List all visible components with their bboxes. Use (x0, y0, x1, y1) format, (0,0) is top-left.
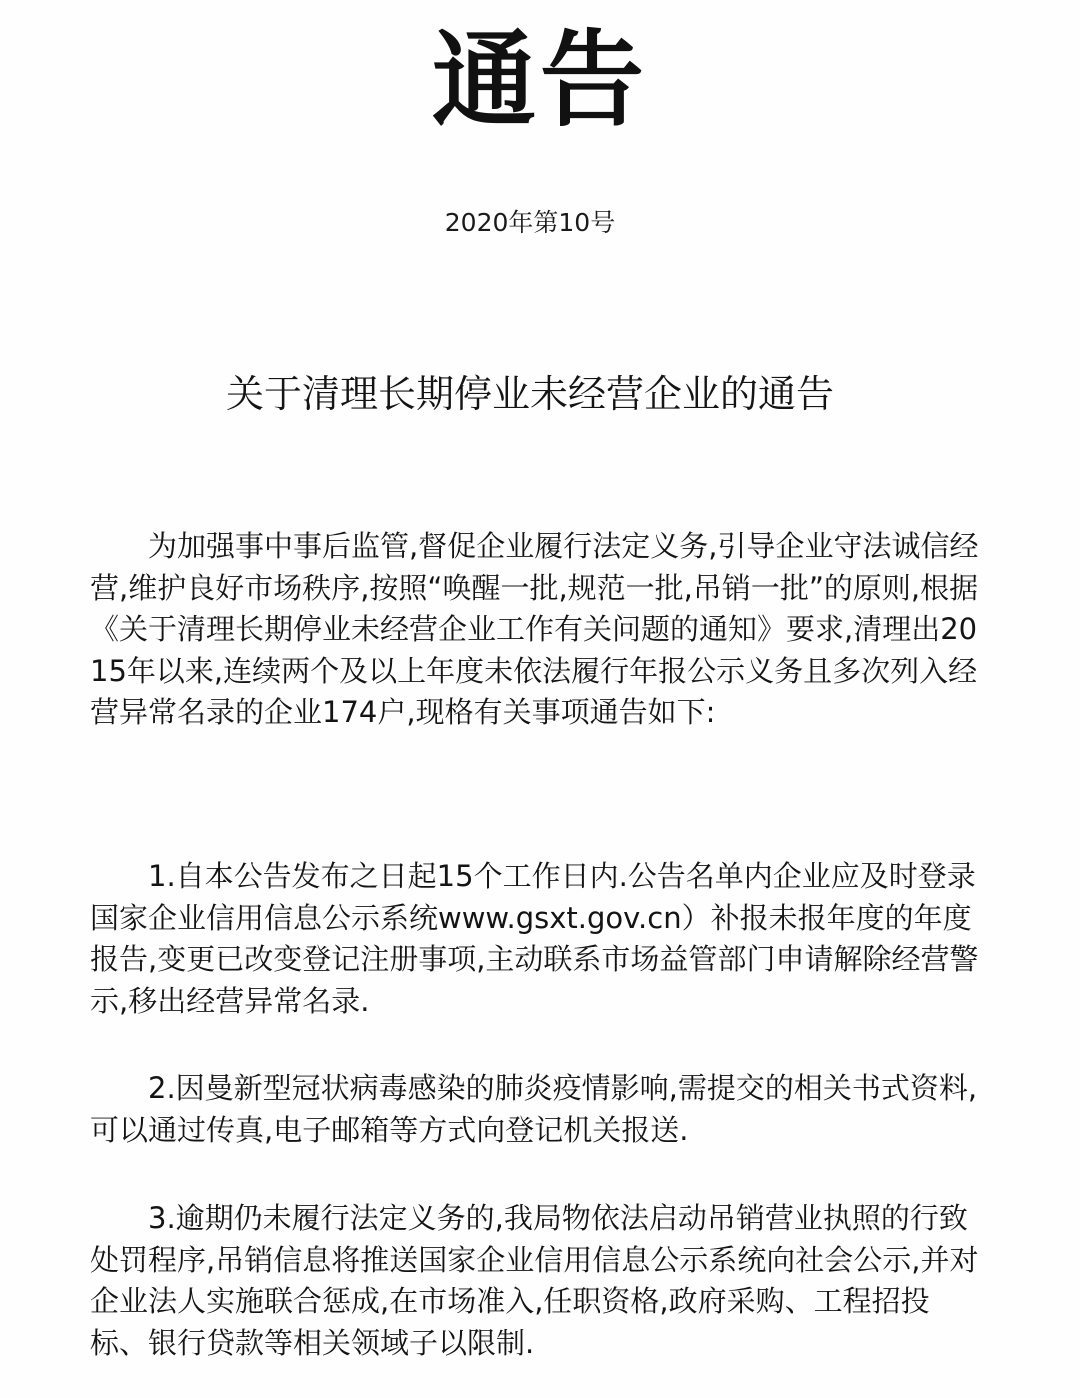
notice-item-2: 2.因曼新型冠状病毒感染的肺炎疫情影响,需提交的相关书式资料,可以通过传真,电子邮箱等方式向登记机关报送. (90, 1071, 978, 1147)
notice-title: 通告 (431, 19, 648, 141)
notice-item-1: 1.自本公告发布之日起15个工作日内.公告名单内企业应及时登录国家企业信用信息公示系统www.gsxt.gov.cn）补报未报年度的年度报告,变更已改变登记注册事项,主动联系市场益管部门申请解除经营警示,移出经营异常名录. (90, 859, 979, 1018)
notice-subject: 关于清理长期停业未经营企业的通告 (225, 372, 834, 416)
notice-item-3: 3.逾期仍未履行法定义务的,我局物依法启动吊销营业执照的行致处罚程序,吊销信息将推送国家企业信用信息公示系统向社会公示,并对企业法人实施联合惩成,在市场准入,任职资格,政府采购、工程招投标、银行贷款等相关领域子以限制. (90, 1201, 979, 1360)
intro-paragraph: 为加强事中事后监管,督促企业履行法定义务,引导企业守法诚信经营,维护良好市场秩序,按照“唤醒一批,规范一批,吊销一批”的原则,根据《关于清理长期停业未经营企业工作有关问题的通知》要求,清理出2015年以来,连续两个及以上年度未依法履行年报公示义务且多次列入经营异常名录的企业174户,现格有关事项通告如下: (90, 529, 979, 729)
document-number: 2020年第10号 (444, 208, 616, 237)
